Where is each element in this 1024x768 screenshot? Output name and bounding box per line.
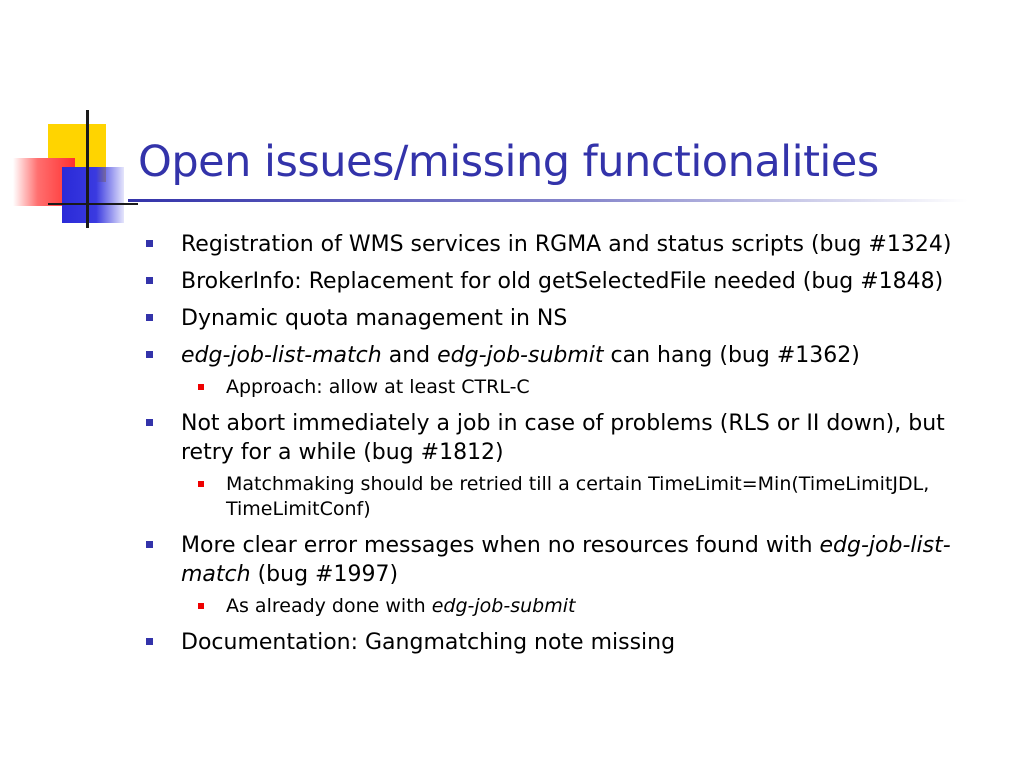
- bullet-dynamic-quota: [140, 304, 990, 333]
- bullet-marker-icon: [146, 419, 153, 426]
- vertical-line-decoration: [86, 110, 89, 228]
- subbullet-text: Matchmaking should be retried till a certain TimeLimit=Min(TimeLimitJDL, TimeLimitConf): [226, 473, 930, 520]
- subbullet-marker-icon: [198, 384, 204, 390]
- bullet-list: [140, 230, 990, 665]
- subbullet-already-done: [140, 594, 990, 619]
- command-name: edg-job-list-match: [181, 533, 951, 587]
- command-name: edg-job-submit: [437, 343, 604, 368]
- bullet-text: and: [381, 343, 438, 368]
- bullet-text: Registration of WMS services in RGMA and status scripts (bug #1324): [181, 232, 952, 257]
- bullet-error-messages: [140, 531, 990, 589]
- subbullet-marker-icon: [198, 603, 204, 609]
- command-name: edg-job-list-match: [181, 343, 382, 368]
- bullet-text: can hang (bug #1362): [603, 343, 860, 368]
- bullet-marker-icon: [146, 240, 153, 247]
- subbullet-marker-icon: [198, 481, 204, 487]
- horizontal-line-decoration: [48, 203, 138, 205]
- bullet-marker-icon: [146, 638, 153, 645]
- bullet-text: (bug #1997): [250, 562, 399, 587]
- bullet-text: Not abort immediately a job in case of problems (RLS or II down), but retry for a while (bug #1812): [181, 411, 945, 465]
- subbullet-approach: [140, 375, 990, 400]
- bullet-text: Documentation: Gangmatching note missing: [181, 630, 676, 655]
- title-underline: [128, 199, 968, 202]
- bullet-marker-icon: [146, 351, 153, 358]
- bullet-can-hang: [140, 341, 990, 370]
- subbullet-matchmaking: [140, 472, 990, 522]
- bullet-documentation: [140, 628, 990, 657]
- bullet-text: Dynamic quota management in NS: [181, 306, 568, 331]
- bullet-wms-registration: [140, 230, 990, 259]
- bullet-text: More clear error messages when no resources found with: [181, 533, 820, 558]
- bullet-text: BrokerInfo: Replacement for old getSelectedFile needed (bug #1848): [181, 269, 944, 294]
- subbullet-text: As already done with: [226, 595, 432, 617]
- bullet-brokerinfo: [140, 267, 990, 296]
- corner-decoration: [0, 0, 150, 240]
- blue-square-decoration: [62, 167, 124, 223]
- subbullet-text: Approach: allow at least CTRL-C: [226, 376, 530, 398]
- bullet-marker-icon: [146, 541, 153, 548]
- slide-title: Open issues/missing functionalities: [138, 137, 879, 187]
- bullet-not-abort: [140, 409, 990, 467]
- command-name: edg-job-submit: [431, 595, 576, 617]
- bullet-marker-icon: [146, 277, 153, 284]
- bullet-marker-icon: [146, 314, 153, 321]
